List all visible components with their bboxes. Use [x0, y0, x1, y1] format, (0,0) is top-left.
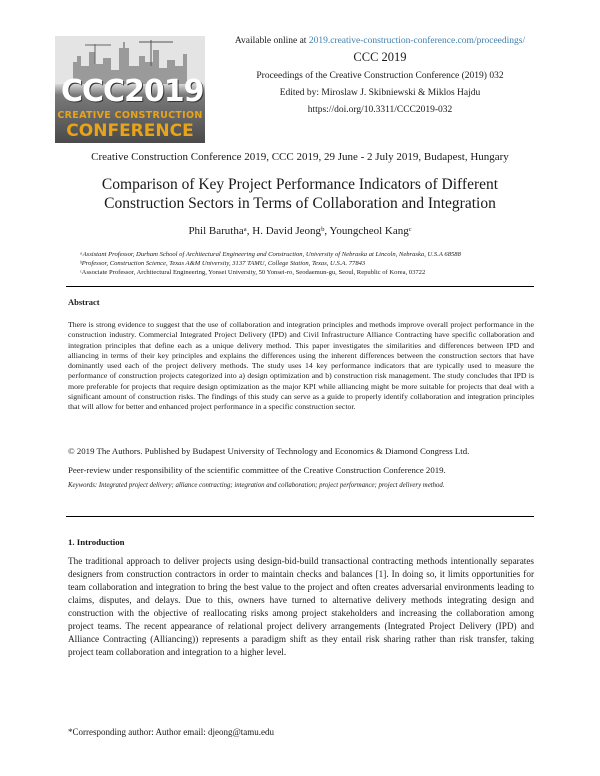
- logo-line2: CONFERENCE: [66, 121, 194, 141]
- affiliation-b: ᵇProfessor, Construction Science, Texas A&M University, 3137 TAMU, College Station, Texas, U.S.A. 77843: [80, 260, 366, 267]
- journal-name: CCC 2019: [353, 50, 407, 64]
- affiliation-a: ᵃAssistant Professor, Durham School of Architectural Engineering and Construction, University of Nebraska at Lincoln, Nebraska, U.S.A 68588: [80, 251, 461, 258]
- available-prefix: Available online at: [234, 36, 309, 46]
- proceedings-link[interactable]: 2019.creative-construction-conference.com/proceedings/: [308, 36, 526, 46]
- title-line-2: Construction Sectors in Terms of Collaboration and Integration: [104, 195, 496, 212]
- doi-link[interactable]: https://doi.org/10.3311/CCC2019-032: [307, 105, 453, 115]
- conference-logo: [55, 36, 205, 143]
- divider-top: [66, 286, 534, 287]
- logo-line1: CREATIVE CONSTRUCTION: [57, 110, 203, 121]
- abstract-text: There is strong evidence to suggest that the use of collaboration and integration principles and methods improve overall project performance in the construction industry. Commercial Integrated Project Delivery (IPD) and Civil Infrastructure Alliance Contracting have specific collaboration and integration principles that define each as a unique delivery method. This paper investigates the similarities and differences between IPD and alliancing in terms of their key principles and explains the differences using the inherent differences between the construction sectors that have dominantly used each of the project delivery methods. The study uses 14 key performance indicators that are typically used to measure the performance of construction projects categorized into a) design optimization and b) construction risk management. The study concludes that IPD is more preferable for projects that require design optimization as the major KPI while alliancing might be more suitable for projects that deal with a significant amount of construction risks. The findings of this study can serve as a guide to properly identify collaboration and integration principles that will allow for better and enhanced project performance in a specific construction sector.: [68, 320, 534, 412]
- abstract-heading: Abstract: [68, 297, 100, 307]
- copyright-line: © 2019 The Authors. Published by Budapest University of Technology and Economics & Diamond Congress Ltd.: [68, 446, 470, 456]
- intro-text: The traditional approach to deliver projects using design-bid-build transactional contracting methods intentionally separates designers from construction contractors in order to maintain checks and balances [1]. In doing so, it limits opportunities for team collaboration and integration to bring the best value to the project and often creates adversarial environments leading to claims, disputes, and delays. Due to this, owners have turned to alternative delivery methods integrating design and construction with the objective of reallocating risks among project stakeholders and increasing the collaboration among project teams. The recent appearance of relational project delivery arrangements (Integrated Project Delivery (IPD) and Alliance Contracting (Alliancing)) represents a paradigm shift as they entail risk sharing rather than risk transfer, taking project team collaboration and integration to a higher level.: [68, 556, 534, 657]
- proceedings-line: Proceedings of the Creative Construction Conference (2019) 032: [256, 71, 504, 81]
- conference-line: Creative Construction Conference 2019, CCC 2019, 29 June - 2 July 2019, Budapest, Hungary: [91, 151, 509, 163]
- peer-review-line: Peer-review under responsibility of the scientific committee of the Creative Construction Conference 2019.: [68, 465, 446, 475]
- logo-ccc2019: CCC2019: [61, 74, 204, 109]
- authors: Phil Baruthaᵃ, H. David Jeongᵇ, Youngcheol Kangᶜ: [188, 225, 412, 237]
- keywords-line: Keywords: Integrated project delivery; alliance contracting; integration and collaboration; project performance; project delivery method.: [68, 482, 445, 489]
- intro-heading: 1. Introduction: [68, 537, 125, 547]
- paper-title: [0, 175, 600, 213]
- divider-bottom: [66, 516, 534, 517]
- availability-line: [220, 36, 540, 46]
- editors-line: Edited by: Miroslaw J. Skibniewski & Miklos Hajdu: [279, 88, 481, 98]
- corresponding-author-footnote: *Corresponding author: Author email: djeong@tamu.edu: [68, 727, 275, 737]
- affiliation-c: ᶜAssociate Professor, Architectural Engineering, Yonsei University, 50 Yonsei-ro, Seodaemun-gu, Seoul, Republic of Korea, 03722: [80, 269, 426, 276]
- title-line-1: Comparison of Key Project Performance Indicators of Different: [101, 176, 499, 193]
